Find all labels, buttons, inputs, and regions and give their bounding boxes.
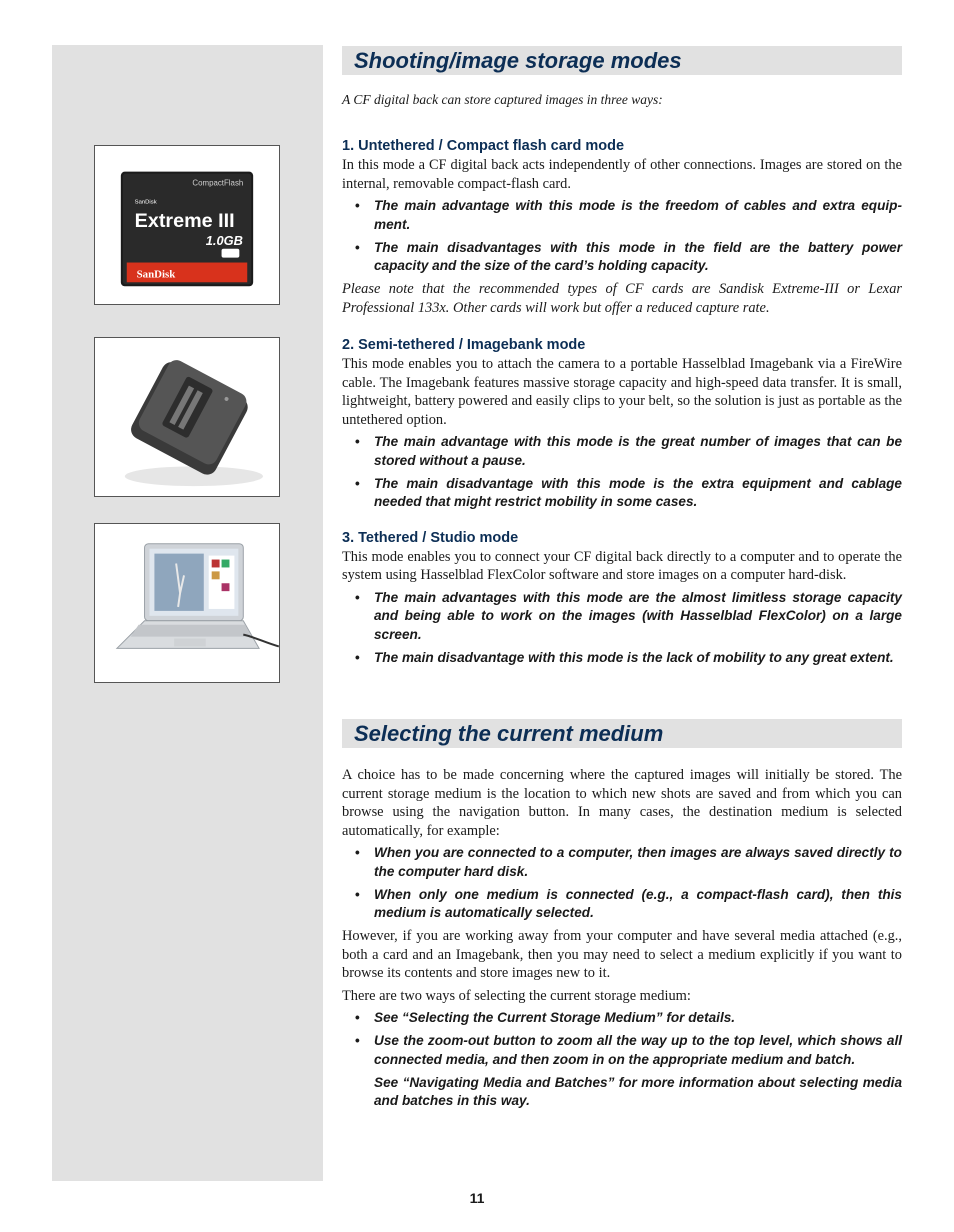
selection-ways-bullet-list xyxy=(342,1009,902,1069)
compact-flash-card-illustration xyxy=(95,146,279,304)
imagebank-illustration xyxy=(95,338,279,496)
list-item: • The main disadvantage with this mode is the lack of mobility to any great extent. xyxy=(342,649,902,668)
bullet-glyph: • xyxy=(355,886,360,902)
two-ways-body: There are two ways of selecting the current storage medium: xyxy=(342,987,691,1004)
bullet-glyph: • xyxy=(355,845,360,860)
bullet-glyph: • xyxy=(355,589,360,605)
current-medium-body: A choice has to be made concerning where the captured images will initially be stored. The current storage medium is the location to which new shots are saved and from which you can browse using the navigation button. In many cases, the destination medium is selected automatically, for example: xyxy=(342,767,902,839)
semi-tethered-body: This mode enables you to attach the camera to a portable Hasselblad Imagebank via a FireWire cable. The Imagebank features massive storage capacity and high-speed data transfer. It is small, lightweight, battery powered and easily clips to your belt, so the solution is just as portable as the untethered option. xyxy=(342,356,902,428)
heading-tethered-mode: 3. Tethered / Studio mode xyxy=(342,529,519,546)
bullet-glyph: • xyxy=(355,434,360,449)
list-item: • The main advantage with this mode is the great number of images that can be stored without a pause. xyxy=(355,434,902,468)
intro-text: A CF digital back can store captured images in three ways: xyxy=(342,92,663,107)
auto-selection-bullet-list xyxy=(342,844,902,923)
imagebank-photo xyxy=(94,337,280,497)
main-content xyxy=(342,46,902,1111)
list-item: • The main disadvantage with this mode is the extra equipment and cablage needed that might restrict mobility in some cases. xyxy=(355,475,902,509)
compact-flash-card-photo xyxy=(94,145,280,305)
several-media-body: However, if you are working away from your computer and have several media attached (e.g., both a card and an Imagebank, then you may need to select a medium explicitly if you want to browse its contents and store images new to it. xyxy=(342,928,902,981)
card-product: Extreme III xyxy=(134,209,235,232)
heading-semi-tethered-mode: 2. Semi-tethered / Imagebank mode xyxy=(342,337,586,353)
recommended-cards-note: Please note that the recommended types of CF cards are Sandisk Extreme-III or Lexar Professional 133x. Other cards will work but offer a reduced capture rate. xyxy=(342,281,902,316)
untethered-body: In this mode a CF digital back acts independently of other connections. Images are stored on the internal, removable compact-flash card. xyxy=(342,157,902,192)
bullet-glyph: • xyxy=(355,1010,360,1025)
bullet-glyph: • xyxy=(355,649,360,665)
bullet-glyph: • xyxy=(355,239,360,255)
card-capacity: 1.0GB xyxy=(205,232,243,248)
list-item: • Use the zoom-out button to zoom all the way up to the top level, which shows all connected media, and then zoom in on the appropriate medium and batch. xyxy=(355,1033,902,1067)
section-title-current-medium: Selecting the current medium xyxy=(342,719,902,748)
list-item: • When only one medium is connected (e.g., a compact-flash card), then this medium is automatically selected. xyxy=(355,886,902,920)
card-brand: SanDisk xyxy=(134,199,157,206)
bullet-glyph: • xyxy=(355,1033,360,1048)
page-number: 11 xyxy=(469,1190,485,1206)
list-item: • The main advantages with this mode are the almost limitless storage capacity and being able to work on the images (with Hasselblad FlexColor) on a large screen. xyxy=(355,589,902,642)
list-item: • The main advantage with this mode is the freedom of cables and extra equip-ment. xyxy=(355,198,902,232)
laptop-illustration xyxy=(95,524,279,682)
card-footer-brand: SanDisk xyxy=(136,268,176,281)
bullet-glyph: • xyxy=(355,475,360,491)
laptop-photo xyxy=(94,523,280,683)
tethered-body: This mode enables you to connect your CF digital back directly to a computer and to operate the system using Hasselblad FlexColor software and store images on a computer hard-disk. xyxy=(342,548,902,583)
heading-untethered-mode: 1. Untethered / Compact flash card mode xyxy=(342,138,625,154)
list-item: • See “Selecting the Current Storage Medium” for details. xyxy=(342,1009,902,1028)
card-brand-top: CompactFlash xyxy=(192,178,244,188)
semi-tethered-bullet-list xyxy=(342,433,902,512)
list-item: • The main disadvantages with this mode in the field are the battery power capacity and the size of the card’s holding capacity. xyxy=(355,239,902,273)
tethered-bullet-list xyxy=(342,589,902,668)
navigating-media-reference: See “Navigating Media and Batches” for more information about selecting media and batches in this way. xyxy=(374,1074,902,1108)
untethered-bullet-list xyxy=(342,197,902,276)
section-title-storage-modes: Shooting/image storage modes xyxy=(342,46,902,75)
list-item: • When you are connected to a computer, then images are always saved directly to the computer hard disk. xyxy=(355,845,902,879)
bullet-glyph: • xyxy=(355,198,360,213)
